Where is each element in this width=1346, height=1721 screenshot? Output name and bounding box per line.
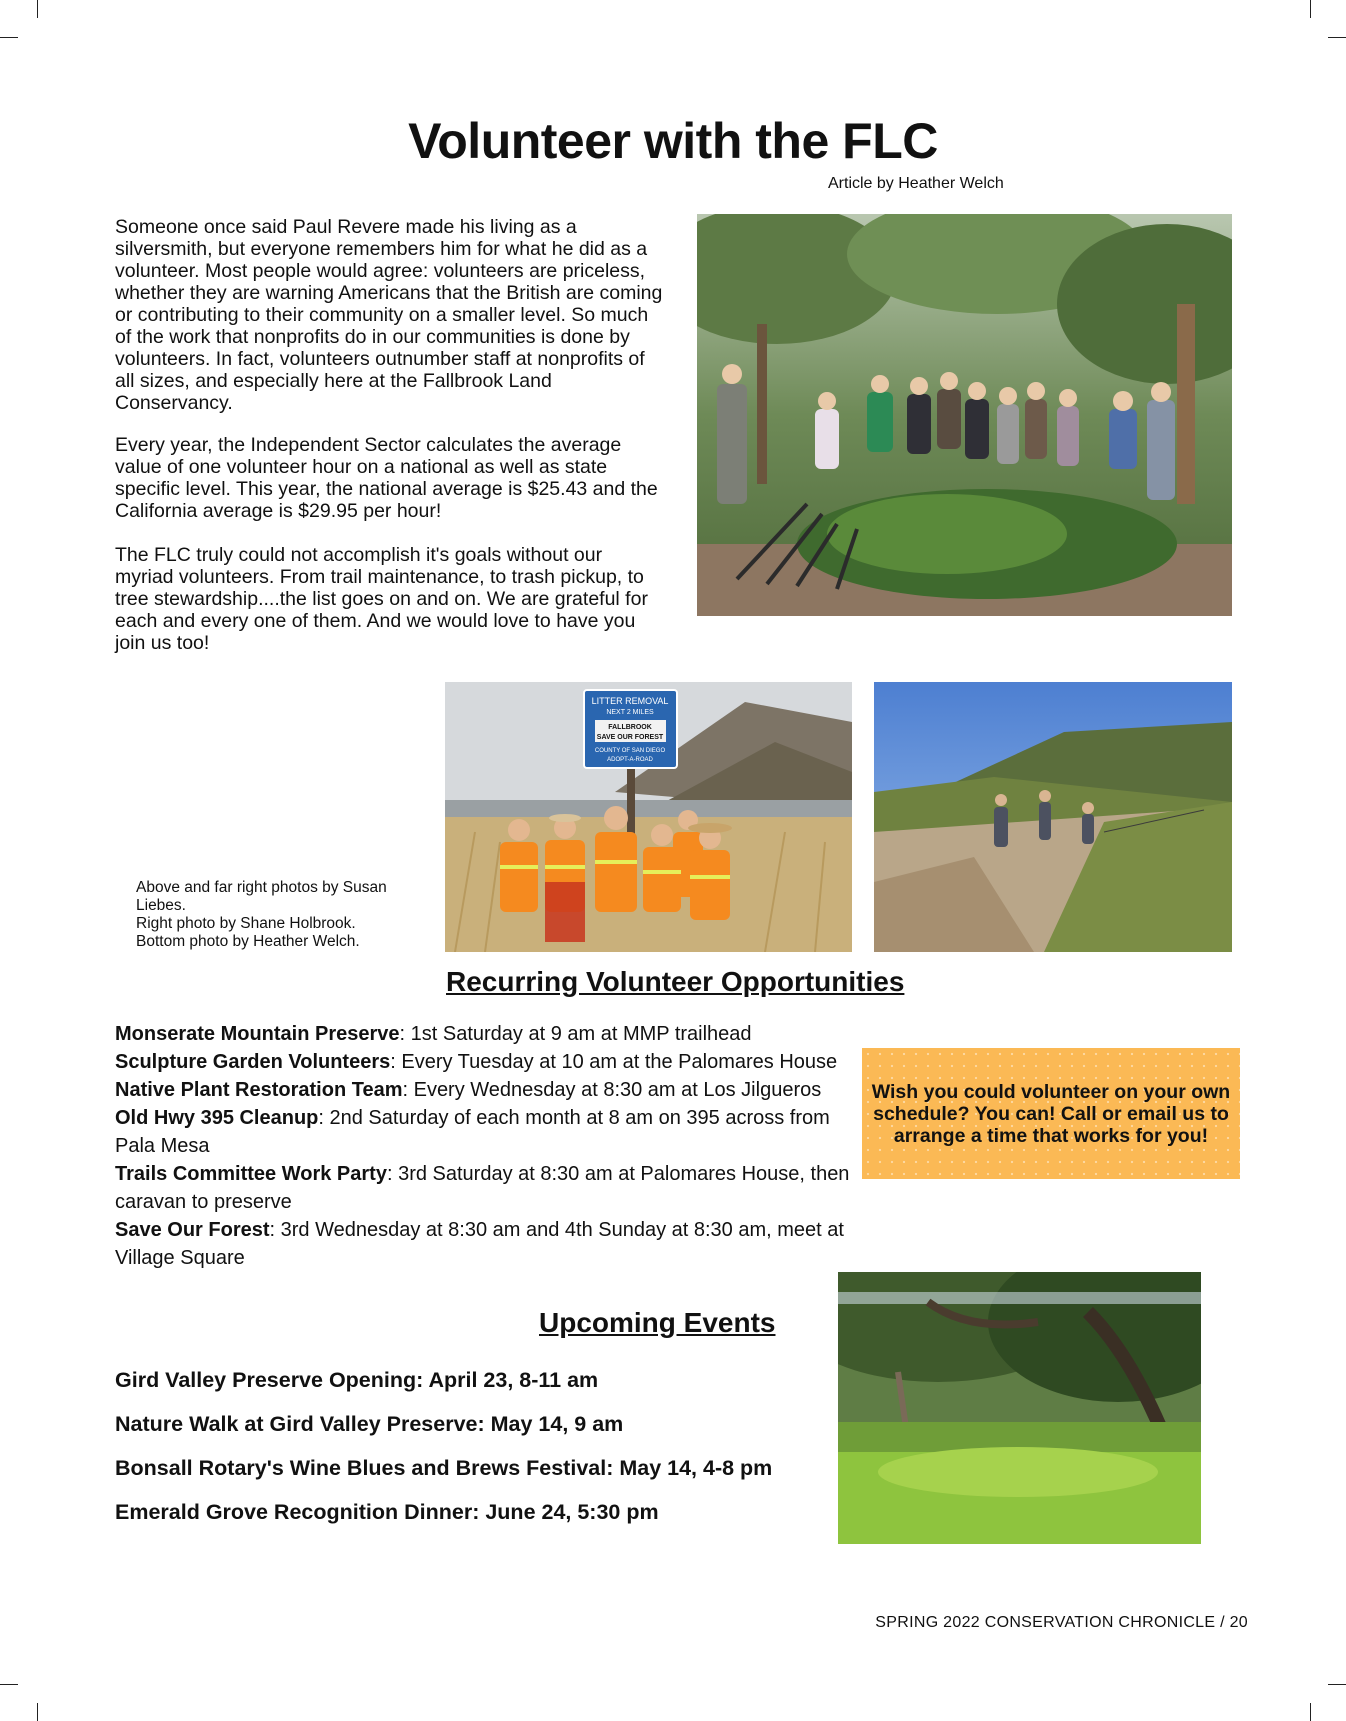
event-item: Nature Walk at Gird Valley Preserve: May 14, 9 am [115,1412,624,1436]
opportunities-list [115,1020,855,1272]
crop-mark [1328,37,1346,38]
list-item [115,1048,855,1076]
caption-line: Bottom photo by Heather Welch. [136,933,360,950]
events-heading: Upcoming Events [539,1307,776,1338]
list-item [115,1076,855,1104]
opportunity-detail: : Every Wednesday at 8:30 am at Los Jilgueros [402,1079,822,1101]
crop-mark [1310,0,1311,18]
opportunity-name: Sculpture Garden Volunteers [115,1051,391,1073]
list-item [115,1160,855,1216]
page-title: Volunteer with the FLC [408,113,938,169]
volunteer-group-photo [697,214,1232,616]
article-paragraph: The FLC truly could not accomplish it's goals without our myriad volunteers. From trail maintenance, to trash pickup, to tree stewardship....the list goes on and on. We are grateful for each and every one of them. And we would love to have you join us too! [115,544,648,654]
litter-removal-photo [445,682,852,952]
opportunity-detail: : 2nd Saturday of each month at 8 am on 395 across from Pala Mesa [115,1107,830,1157]
list-item [115,1216,855,1272]
page-footer: SPRING 2022 CONSERVATION CHRONICLE / 20 [875,1614,1248,1631]
byline: Article by Heather Welch [828,175,1004,192]
crop-mark [1310,1703,1311,1721]
crop-mark [37,1703,38,1721]
list-item [115,1104,855,1160]
opportunity-name: Native Plant Restoration Team [115,1079,403,1101]
opportunity-name: Save Our Forest [115,1219,270,1241]
opportunity-name: Trails Committee Work Party [115,1163,387,1185]
crop-mark [37,0,38,18]
event-item: Gird Valley Preserve Opening: April 23, 8-11 am [115,1368,599,1392]
article-paragraph: Every year, the Independent Sector calculates the average value of one volunteer hour on a national as well as state specific level. This year, the national average is $25.43 and the California average is $29.95 per hour! [115,434,658,522]
sign-line: ADOPT-A-ROAD [607,757,653,763]
article-paragraph: Someone once said Paul Revere made his living as a silversmith, but everyone remembers him for what he did as a volunteer. Most people would agree: volunteers are priceless, whether they are warning Americans that the British are coming or contributing to their community on a smaller level. So much of the work that nonprofits do in our communities is done by volunteers. In fact, volunteers outnumber staff at nonprofits of all sizes, and especially here at the Fallbrook Land Conservancy. [115,216,663,414]
list-item [115,1020,855,1048]
sign-line: SAVE OUR FOREST [596,734,664,741]
opportunity-detail: : Every Tuesday at 10 am at the Palomares House [390,1051,838,1073]
sign-line: LITTER REMOVAL [591,696,669,706]
opportunity-detail: : 3rd Saturday at 8:30 am at Palomares House, then caravan to preserve [115,1163,850,1213]
recurring-heading: Recurring Volunteer Opportunities [446,966,905,997]
opportunity-name: Old Hwy 395 Cleanup [115,1107,319,1129]
event-item: Bonsall Rotary's Wine Blues and Brews Festival: May 14, 4-8 pm [115,1456,773,1480]
trail-work-photo [874,682,1232,952]
caption-line: Above and far right photos by Susan Liebes. [136,879,387,914]
opportunity-name: Monserate Mountain Preserve [115,1023,400,1045]
events-list [115,1367,815,1543]
photo-credits [136,879,416,951]
opportunity-detail: : 3rd Wednesday at 8:30 am and 4th Sunday at 8:30 am, meet at Village Square [115,1219,844,1269]
schedule-callout: Wish you could volunteer on your own schedule? You can! Call or email us to arrange a time that works for you! [862,1048,1240,1179]
sign-line: FALLBROOK [608,724,652,731]
crop-mark [0,1684,18,1685]
event-item: Emerald Grove Recognition Dinner: June 24, 5:30 pm [115,1500,659,1524]
caption-line: Right photo by Shane Holbrook. [136,915,356,932]
sign-line: COUNTY OF SAN DIEGO [594,748,666,754]
crop-mark [1328,1684,1346,1685]
sign-line: NEXT 2 MILES [606,709,654,716]
oak-grove-photo [838,1272,1201,1544]
crop-mark [0,37,18,38]
opportunity-detail: : 1st Saturday at 9 am at MMP trailhead [399,1023,752,1045]
